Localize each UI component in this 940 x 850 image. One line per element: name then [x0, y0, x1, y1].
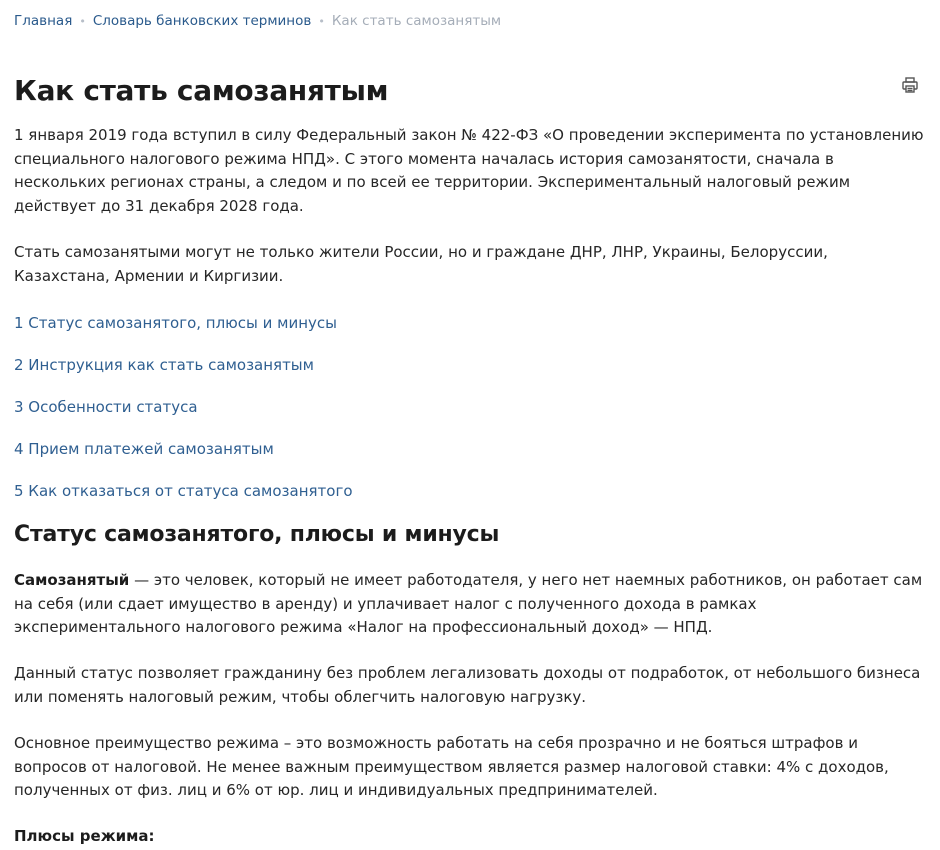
intro-paragraph-1: 1 января 2019 года вступил в силу Федеральный закон № 422-ФЗ «О проведении эксперимента по установлению специального налогового режима НПД». С этого момента началась история самозанятости, сначала в нескольких регионах страны, а следом и по всей ее территории. Экспериментальный налоговый режим действует до 31 декабря 2028 года.: [14, 126, 924, 215]
definition-text: — это человек, который не имеет работодателя, у него нет наемных работников, он работает сам на себя (или сдает имущество в аренду) и уплачивает налог с полученного дохода в рамках экспериментального налогового режима «Налог на профессиональный доход» — НПД.: [14, 571, 923, 636]
page-title: Как стать самозанятым: [14, 74, 389, 107]
breadcrumb-separator: •: [79, 15, 86, 28]
toc-item[interactable]: [14, 396, 198, 418]
toc-link-payments[interactable]: 4 Прием платежей самозанятым: [14, 440, 274, 458]
term-self-employed: Самозанятый: [14, 571, 130, 589]
breadcrumb: [14, 12, 501, 31]
section-paragraph-3: Основное преимущество режима – это возможность работать на себя прозрачно и не бояться штрафов и вопросов от налоговой. Не менее важным преимуществом является размер налоговой ставки: 4% с доходов, полученных от физ. лиц и 6% от юр. лиц и индивидуальных предпринимателей.: [14, 734, 889, 799]
pros-label: Плюсы режима:: [14, 827, 155, 845]
toc-item[interactable]: [14, 312, 337, 334]
toc-item[interactable]: [14, 354, 314, 376]
breadcrumb-link-home[interactable]: Главная: [14, 13, 73, 29]
breadcrumb-separator: •: [318, 15, 325, 28]
section-paragraph-definition: [14, 569, 926, 640]
toc-item[interactable]: [14, 480, 353, 502]
toc-link-cancel[interactable]: 5 Как отказаться от статуса самозанятого: [14, 482, 353, 500]
printer-icon[interactable]: [901, 76, 919, 94]
section-heading-status: Статус самозанятого, плюсы и минусы: [14, 522, 500, 547]
toc-link-instruction[interactable]: 2 Инструкция как стать самозанятым: [14, 356, 314, 374]
section-paragraph-2: Данный статус позволяет гражданину без проблем легализовать доходы от подработок, от небольшого бизнеса или поменять налоговый режим, чтобы облегчить налоговую нагрузку.: [14, 664, 921, 706]
toc-link-features[interactable]: 3 Особенности статуса: [14, 398, 198, 416]
toc-item[interactable]: [14, 438, 274, 460]
breadcrumb-current: Как стать самозанятым: [331, 13, 502, 29]
intro-paragraph-2: Стать самозанятыми могут не только жители России, но и граждане ДНР, ЛНР, Украины, Белоруссии, Казахстана, Армении и Киргизии.: [14, 243, 828, 285]
breadcrumb-link-glossary[interactable]: Словарь банковских терминов: [92, 13, 312, 29]
toc-link-status[interactable]: 1 Статус самозанятого, плюсы и минусы: [14, 314, 338, 332]
